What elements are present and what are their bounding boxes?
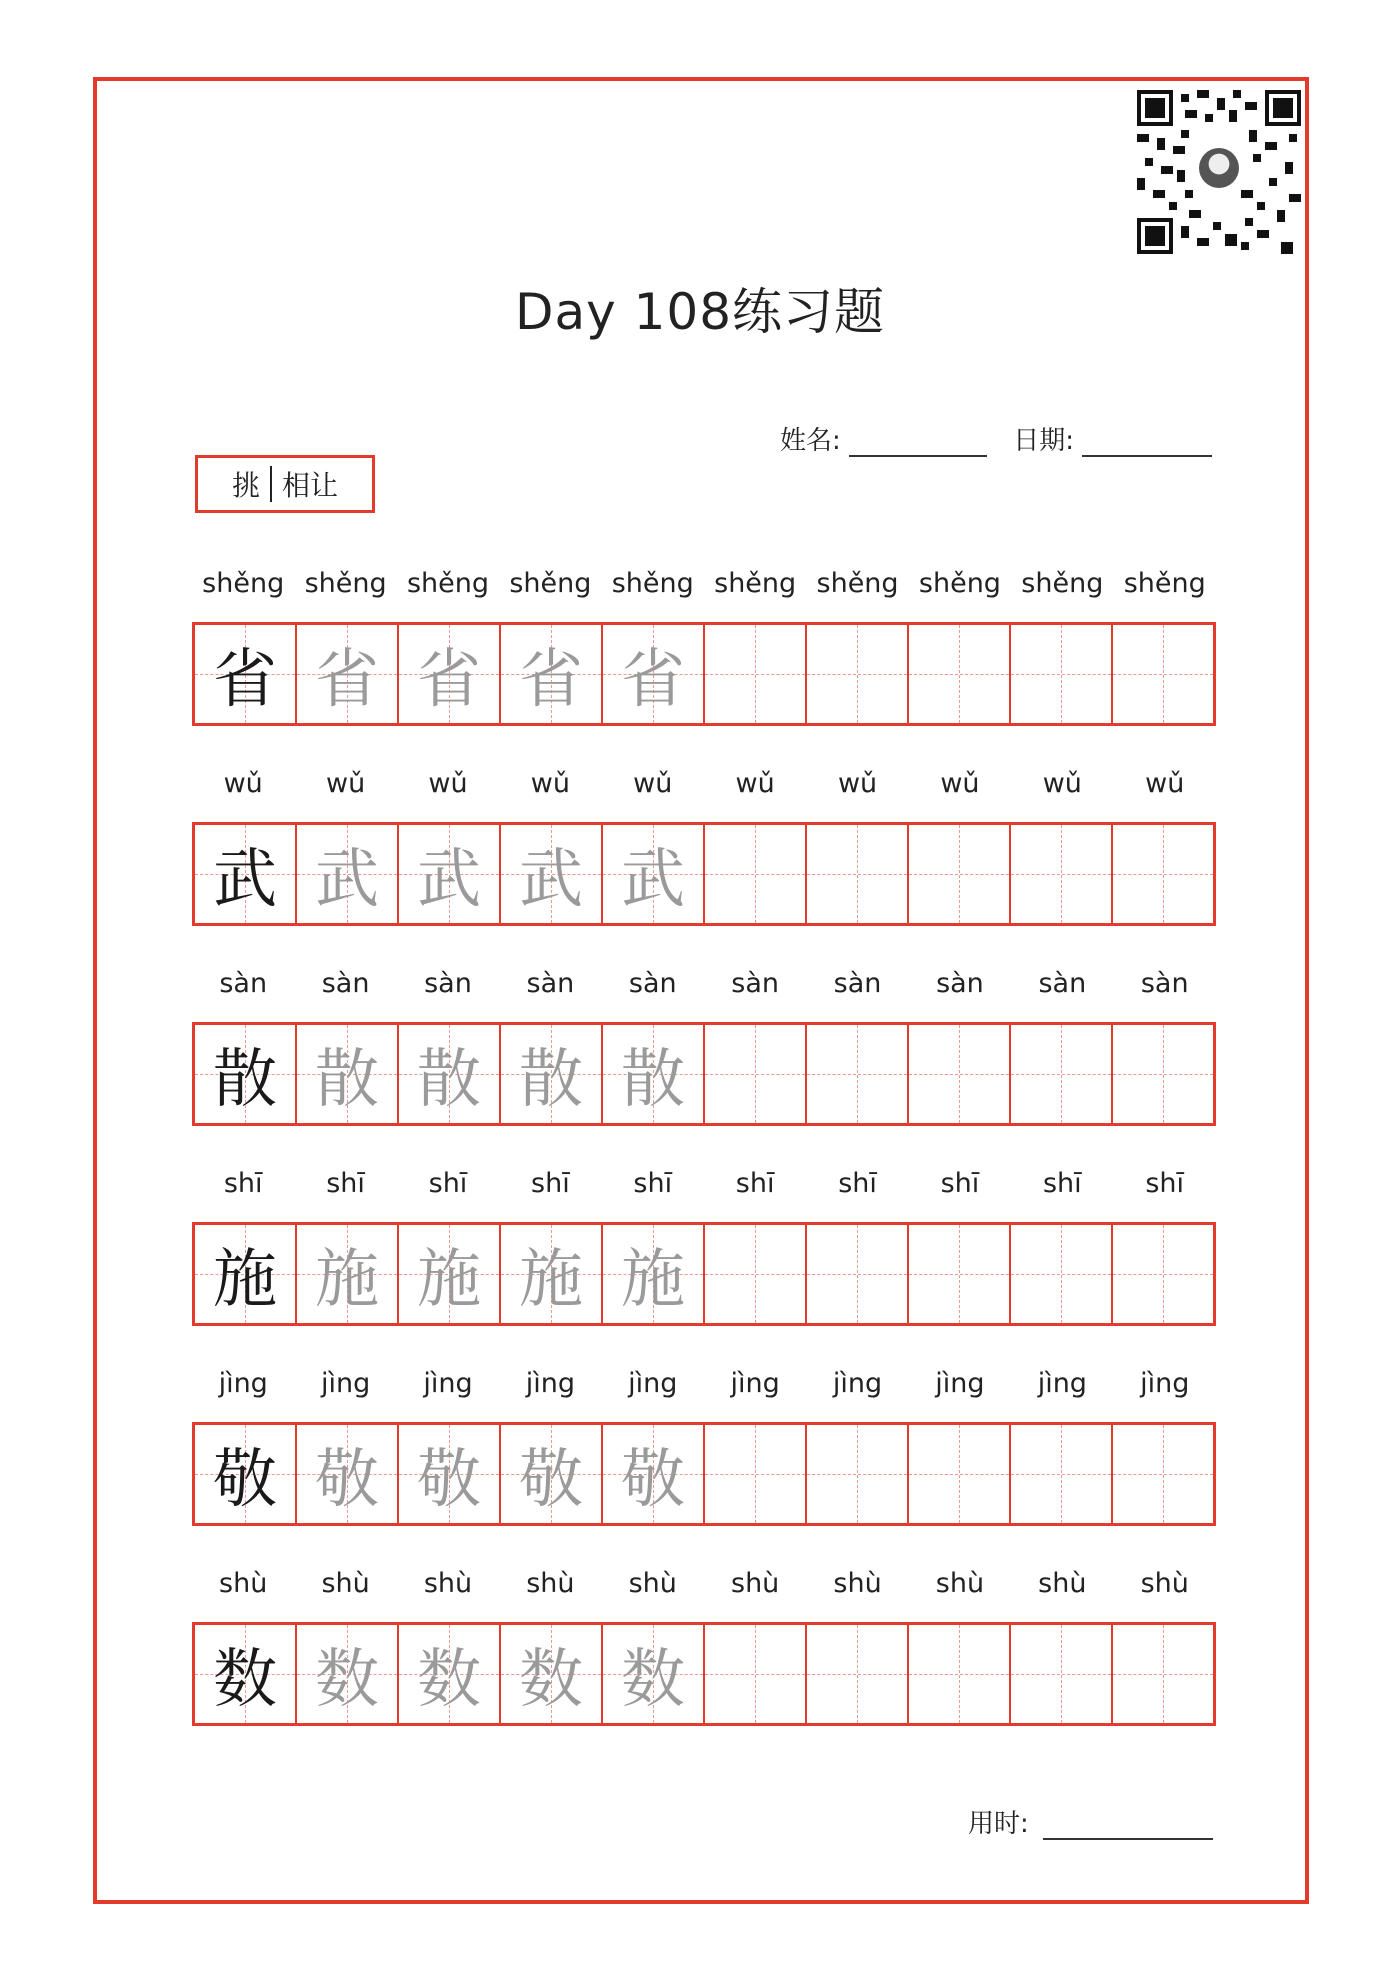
trace-cell <box>399 1025 501 1123</box>
pinyin-label: shěng <box>1123 568 1206 599</box>
pinyin-label: jìng <box>320 1368 371 1399</box>
trace-cell <box>603 1025 705 1123</box>
pinyin-label: jìng <box>525 1368 575 1399</box>
trace-character: 散 <box>417 1043 481 1117</box>
trace-cell <box>603 825 705 923</box>
pinyin-label: shěng <box>611 568 694 599</box>
pinyin-label: wǔ <box>1145 768 1185 799</box>
time-label: 用时: <box>968 1809 1029 1839</box>
pinyin-label: shù <box>219 1568 268 1599</box>
pinyin-label: wǔ <box>633 768 673 799</box>
pinyin-label: shī <box>326 1168 365 1199</box>
pinyin-label: wǔ <box>837 768 878 799</box>
pinyin-label: shù <box>1038 1568 1087 1599</box>
pinyin-label: sàn <box>321 968 370 999</box>
trace-character: 施 <box>621 1243 685 1317</box>
blank-cell[interactable] <box>1113 1425 1213 1523</box>
trace-character: 省 <box>621 643 685 717</box>
pinyin-label: jìng <box>628 1368 678 1399</box>
blank-cell[interactable] <box>1113 1625 1213 1723</box>
pinyin-label: jìng <box>1140 1368 1190 1399</box>
trace-cell <box>501 1425 603 1523</box>
writing-cells <box>192 822 1216 926</box>
pinyin-label: sàn <box>424 968 472 999</box>
trace-cell <box>603 625 705 723</box>
trace-character: 数 <box>417 1643 481 1717</box>
model-cell <box>195 1625 297 1723</box>
pinyin-label: jìng <box>730 1368 780 1399</box>
writing-cells <box>192 1422 1216 1526</box>
blank-cell[interactable] <box>1011 1425 1113 1523</box>
blank-cell[interactable] <box>807 825 909 923</box>
blank-cell[interactable] <box>705 1225 807 1323</box>
qr-code-icon <box>1137 90 1301 254</box>
pinyin-label: jìng <box>832 1368 883 1399</box>
pinyin-label: shěng <box>816 568 899 599</box>
pinyin-label: shěng <box>714 568 797 599</box>
blank-cell[interactable] <box>1011 625 1113 723</box>
blank-cell[interactable] <box>807 1625 909 1723</box>
blank-cell[interactable] <box>1011 1625 1113 1723</box>
pinyin-label: shù <box>731 1568 780 1599</box>
blank-cell[interactable] <box>1011 1225 1113 1323</box>
writing-cells <box>192 1022 1216 1126</box>
pinyin-label: sàn <box>1038 968 1087 999</box>
trace-cell <box>297 1625 399 1723</box>
trace-cell <box>399 1625 501 1723</box>
trace-character: 省 <box>417 643 481 717</box>
pinyin-label: shěng <box>918 568 1001 599</box>
model-character: 武 <box>213 843 277 917</box>
pinyin-row <box>192 1568 1216 1608</box>
trace-character: 武 <box>621 843 685 917</box>
blank-cell[interactable] <box>909 1625 1011 1723</box>
tag-left: 挑 <box>231 469 260 502</box>
pinyin-label: shù <box>423 1568 473 1599</box>
blank-cell[interactable] <box>909 1225 1011 1323</box>
word-tag <box>195 455 375 513</box>
trace-cell <box>399 1225 501 1323</box>
trace-cell <box>603 1425 705 1523</box>
model-cell <box>195 625 297 723</box>
trace-cell <box>297 1225 399 1323</box>
pinyin-label: sàn <box>936 968 984 999</box>
blank-cell[interactable] <box>1113 1025 1213 1123</box>
trace-character: 散 <box>621 1043 685 1117</box>
pinyin-label: shù <box>628 1568 677 1599</box>
pinyin-label: shù <box>321 1568 370 1599</box>
pinyin-label: shù <box>935 1568 985 1599</box>
pinyin-label: jìng <box>935 1368 985 1399</box>
trace-cell <box>399 625 501 723</box>
blank-cell[interactable] <box>807 625 909 723</box>
pinyin-label: shī <box>531 1168 570 1199</box>
date-label: 日期: <box>1013 426 1075 456</box>
trace-cell <box>297 625 399 723</box>
pinyin-row <box>192 968 1216 1008</box>
model-cell <box>195 1425 297 1523</box>
pinyin-label: sàn <box>628 968 677 999</box>
pinyin-row <box>192 1368 1216 1408</box>
writing-cells <box>192 1222 1216 1326</box>
model-cell <box>195 1025 297 1123</box>
pinyin-label: shī <box>1145 1168 1185 1199</box>
page-title: Day 108练习题 <box>514 283 886 341</box>
pinyin-label: wǔ <box>940 768 980 799</box>
pinyin-label: sàn <box>526 968 575 999</box>
pinyin-label: jìng <box>218 1368 268 1399</box>
model-cell <box>195 825 297 923</box>
pinyin-label: wǔ <box>325 768 366 799</box>
tag-divider <box>270 466 272 502</box>
pinyin-label: shěng <box>509 568 592 599</box>
date-field[interactable] <box>1082 433 1212 457</box>
trace-character: 敬 <box>417 1443 481 1517</box>
blank-cell[interactable] <box>1113 625 1213 723</box>
time-section <box>968 1803 1213 1840</box>
model-character: 数 <box>213 1643 277 1717</box>
blank-cell[interactable] <box>1113 1225 1213 1323</box>
trace-character: 敬 <box>315 1443 379 1517</box>
pinyin-label: shī <box>1042 1168 1082 1199</box>
pinyin-label: shī <box>735 1168 775 1199</box>
blank-cell[interactable] <box>909 825 1011 923</box>
pinyin-label: jìng <box>1037 1368 1087 1399</box>
pinyin-label: shī <box>428 1168 468 1199</box>
model-cell <box>195 1225 297 1323</box>
pinyin-row <box>192 1168 1216 1208</box>
time-field[interactable] <box>1043 1816 1213 1840</box>
blank-cell[interactable] <box>1011 1025 1113 1123</box>
pinyin-label: wǔ <box>428 768 468 799</box>
trace-cell <box>297 1025 399 1123</box>
blank-cell[interactable] <box>705 1025 807 1123</box>
trace-character: 武 <box>417 843 481 917</box>
writing-cells <box>192 622 1216 726</box>
blank-cell[interactable] <box>807 1225 909 1323</box>
pinyin-label: wǔ <box>1042 768 1082 799</box>
trace-character: 敬 <box>519 1443 583 1517</box>
pinyin-label: shěng <box>406 568 489 599</box>
pinyin-label: sàn <box>1140 968 1189 999</box>
pinyin-label: sàn <box>833 968 882 999</box>
blank-cell[interactable] <box>909 1425 1011 1523</box>
model-character: 敬 <box>213 1443 277 1517</box>
trace-character: 数 <box>621 1643 685 1717</box>
trace-cell <box>501 1025 603 1123</box>
pinyin-label: shī <box>633 1168 673 1199</box>
tag-right: 相让 <box>282 469 339 502</box>
blank-cell[interactable] <box>1011 825 1113 923</box>
pinyin-label: jìng <box>423 1368 473 1399</box>
trace-cell <box>501 625 603 723</box>
trace-cell <box>501 825 603 923</box>
writing-cells <box>192 1622 1216 1726</box>
model-character: 施 <box>213 1243 277 1317</box>
trace-cell <box>603 1625 705 1723</box>
trace-cell <box>501 1625 603 1723</box>
trace-character: 数 <box>519 1643 583 1717</box>
pinyin-label: sàn <box>219 968 268 999</box>
trace-character: 武 <box>519 843 583 917</box>
trace-character: 敬 <box>621 1443 685 1517</box>
pinyin-label: shù <box>1140 1568 1189 1599</box>
pinyin-label: shěng <box>202 568 285 599</box>
trace-cell <box>297 825 399 923</box>
blank-cell[interactable] <box>705 1625 807 1723</box>
blank-cell[interactable] <box>807 1025 909 1123</box>
blank-cell[interactable] <box>909 1025 1011 1123</box>
pinyin-label: wǔ <box>223 768 263 799</box>
model-character: 散 <box>213 1043 277 1117</box>
trace-character: 散 <box>519 1043 583 1117</box>
pinyin-label: shī <box>940 1168 980 1199</box>
blank-cell[interactable] <box>1113 825 1213 923</box>
blank-cell[interactable] <box>807 1425 909 1523</box>
pinyin-label: sàn <box>731 968 780 999</box>
trace-character: 施 <box>417 1243 481 1317</box>
blank-cell[interactable] <box>705 625 807 723</box>
trace-character: 施 <box>315 1243 379 1317</box>
pinyin-label: shěng <box>1021 568 1104 599</box>
pinyin-label: shī <box>223 1168 263 1199</box>
trace-character: 省 <box>315 643 379 717</box>
pinyin-row <box>192 768 1216 808</box>
trace-character: 散 <box>315 1043 379 1117</box>
pinyin-label: wǔ <box>735 768 775 799</box>
trace-cell <box>399 1425 501 1523</box>
name-label: 姓名: <box>780 426 841 456</box>
pinyin-label: shù <box>833 1568 882 1599</box>
pinyin-label: shī <box>838 1168 877 1199</box>
name-field[interactable] <box>849 433 987 457</box>
pinyin-label: shěng <box>304 568 387 599</box>
blank-cell[interactable] <box>909 625 1011 723</box>
trace-character: 武 <box>315 843 379 917</box>
pinyin-row <box>192 568 1216 608</box>
trace-character: 省 <box>519 643 583 717</box>
student-info <box>780 420 1212 457</box>
pinyin-label: shù <box>526 1568 575 1599</box>
model-character: 省 <box>213 643 277 717</box>
trace-character: 施 <box>519 1243 583 1317</box>
blank-cell[interactable] <box>705 825 807 923</box>
trace-cell <box>603 1225 705 1323</box>
blank-cell[interactable] <box>705 1425 807 1523</box>
trace-cell <box>297 1425 399 1523</box>
pinyin-label: wǔ <box>530 768 570 799</box>
trace-character: 数 <box>315 1643 379 1717</box>
trace-cell <box>501 1225 603 1323</box>
trace-cell <box>399 825 501 923</box>
